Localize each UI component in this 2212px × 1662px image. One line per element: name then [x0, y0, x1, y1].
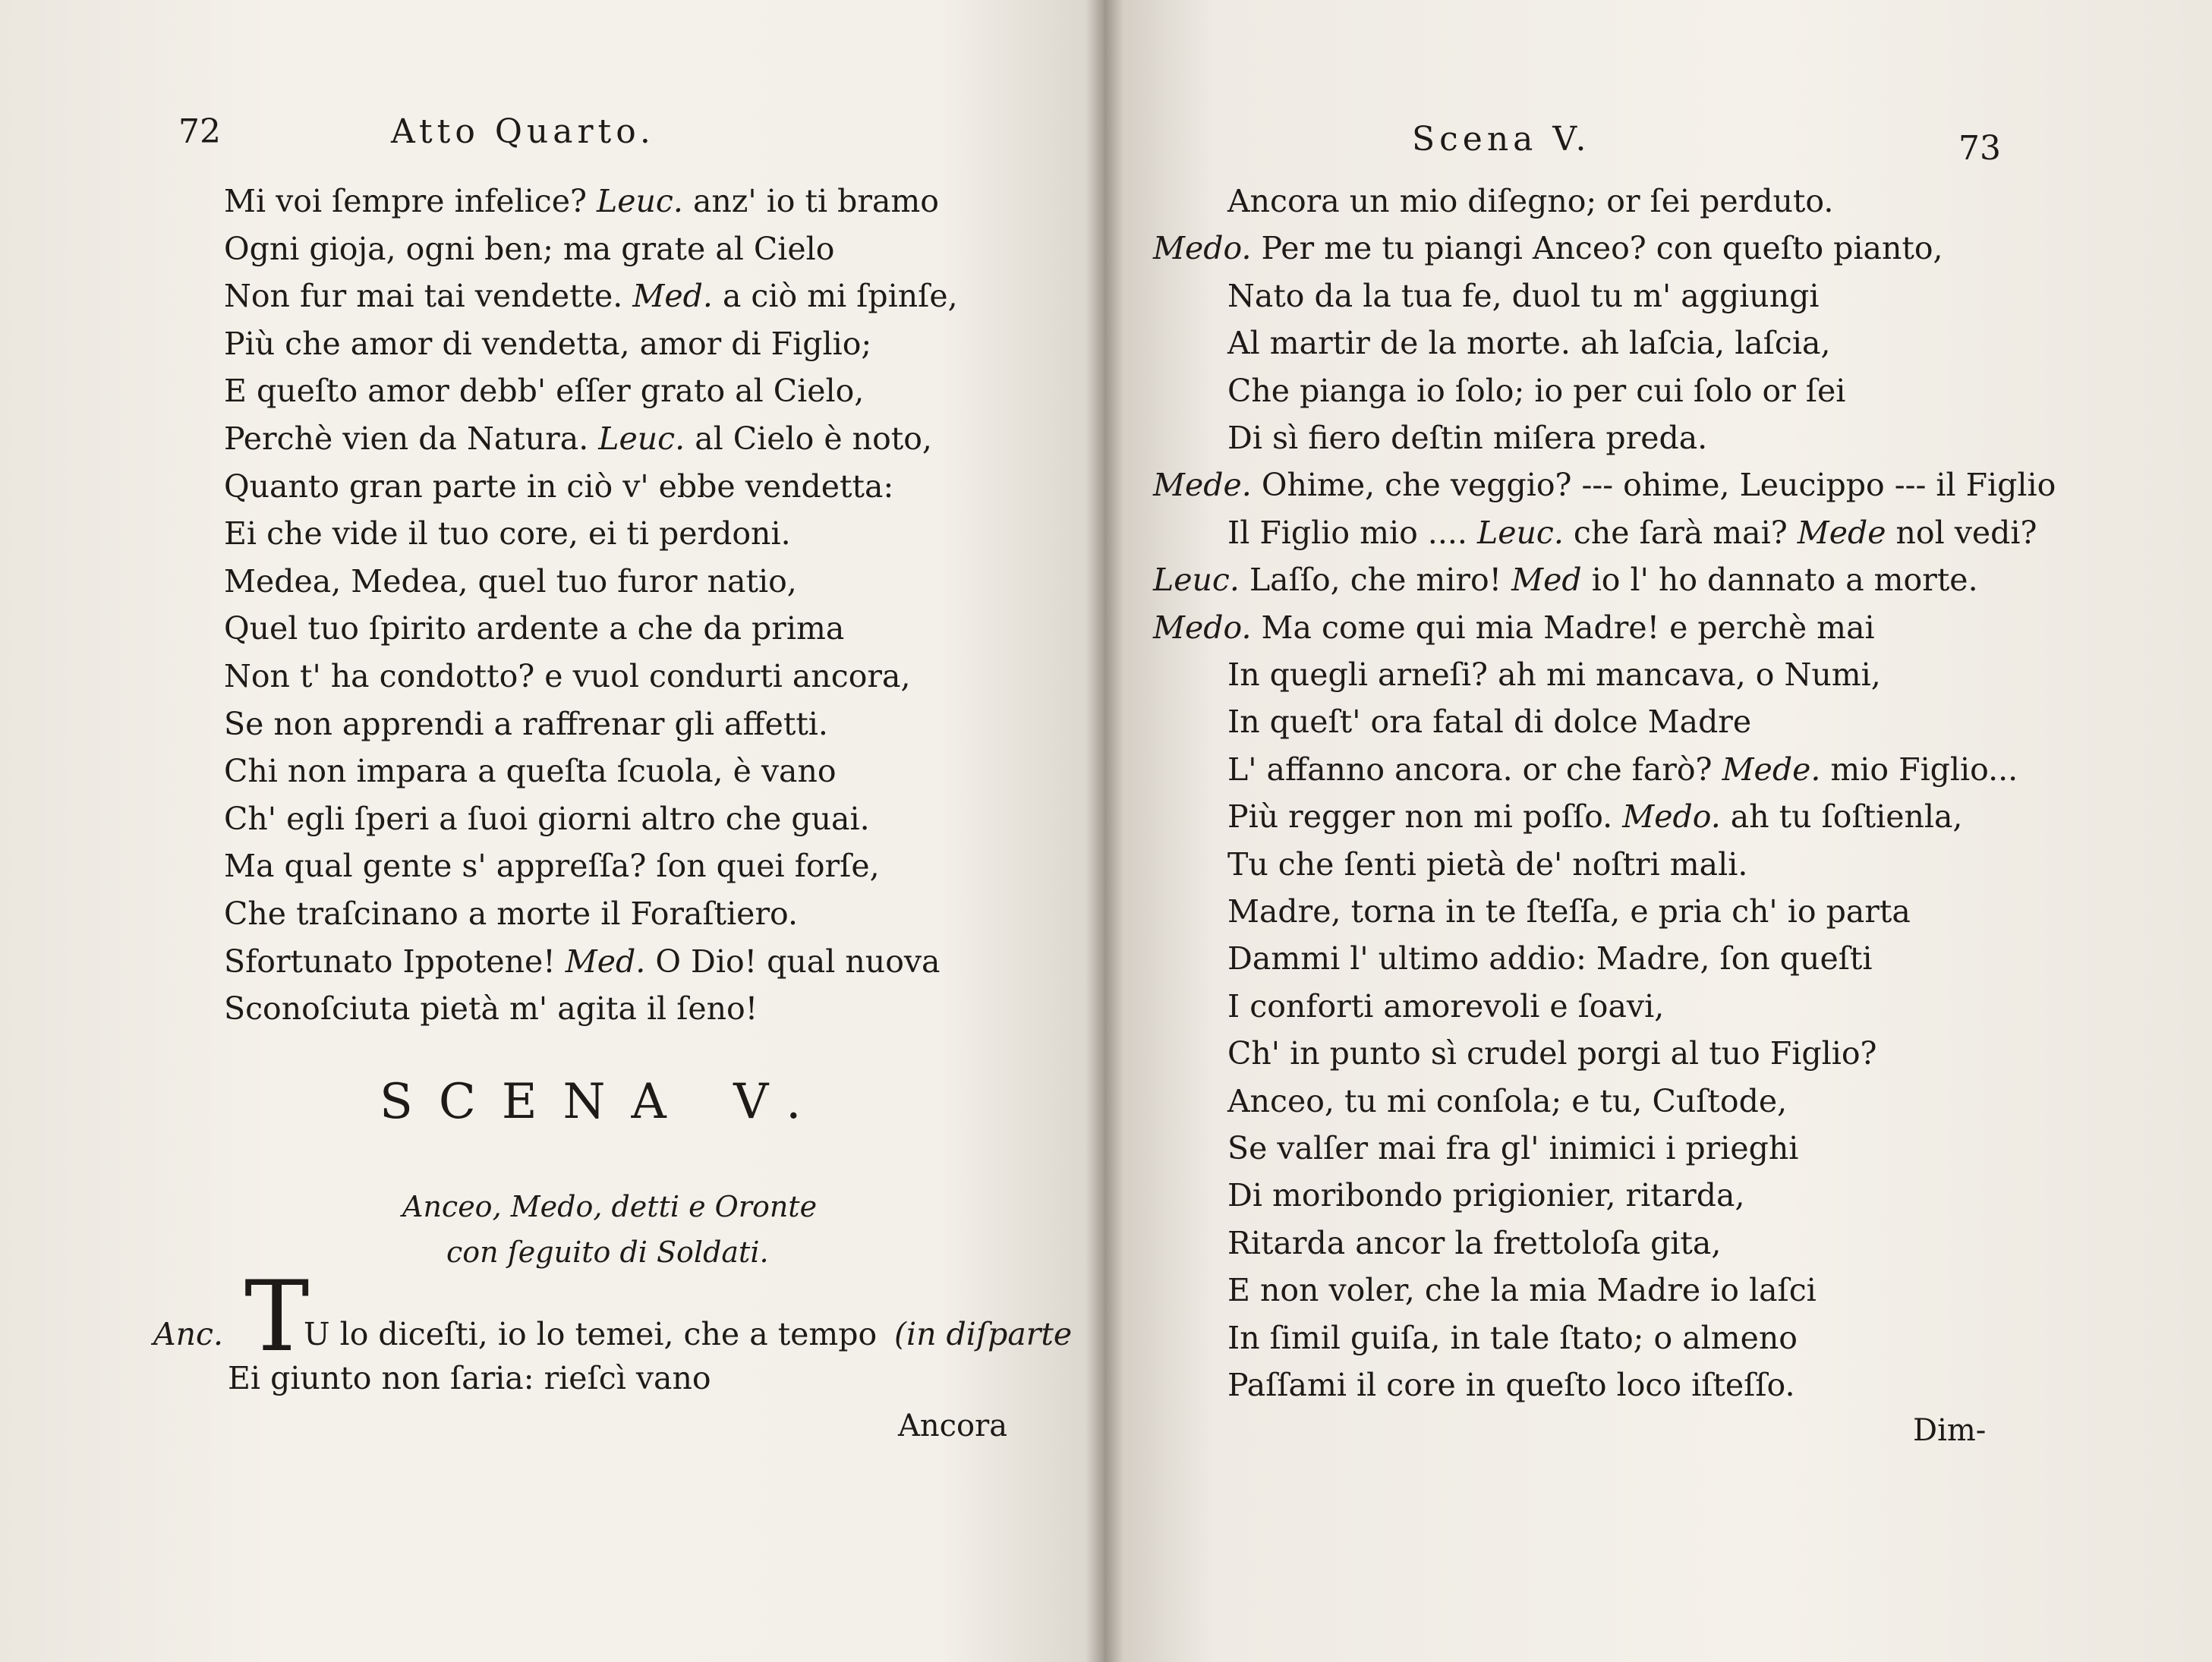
verse-line — [1227, 372, 1846, 409]
verse-text: Dammi l' ultimo addio: Madre, ſon queſti — [1227, 940, 1873, 977]
verse-line — [1227, 751, 2018, 788]
verse-line — [224, 848, 880, 885]
verse-text: Tu che ſenti pietà de' noſtri mali. — [1227, 845, 1748, 883]
speaker-label: Med. — [632, 278, 713, 315]
speaker-label: Leuc. — [1153, 562, 1240, 599]
drop-cap: T — [244, 1261, 310, 1374]
left-page — [0, 0, 1104, 1662]
verse-text: L' affanno ancora. or che farò? — [1227, 751, 1722, 788]
verse-text: Al martir de la morte. ah laſcia, laſcia, — [1227, 325, 1831, 362]
stage-direction: (in diſparte — [894, 1316, 1073, 1352]
speaker-label: Mede — [1797, 514, 1886, 551]
verse-text: Non fur mai tai vendette. — [224, 278, 633, 315]
book-gutter — [1086, 0, 1123, 1662]
speaker-label: Anc. — [153, 1316, 224, 1352]
verse-text: Non t' ha condotto? e vuol condurti ancora, — [224, 658, 911, 694]
verse-line — [224, 658, 911, 694]
verse-text: Laſſo, che miro! — [1239, 562, 1512, 599]
speaker-label: Mede. — [1153, 467, 1252, 504]
speaker-label: Medo. — [1622, 798, 1721, 836]
verse-text: O Dio! qual nuova — [645, 943, 941, 980]
verse-line — [1153, 230, 1943, 267]
speaker-label: Leuc. — [598, 420, 685, 457]
verse-line — [224, 278, 958, 315]
verse-text: Che traſcinano a morte il Foraſtiero. — [224, 896, 799, 932]
page-number: 72 — [178, 112, 221, 151]
verse-text: Nato da la tua fe, duol tu m' aggiungi — [1227, 277, 1820, 314]
verse-text: che ſarà mai? — [1563, 514, 1798, 551]
verse-line — [1227, 277, 1820, 314]
verse-line — [1153, 467, 2056, 504]
verse-line — [1153, 562, 1978, 599]
verse-text: anz' io ti bramo — [682, 183, 939, 219]
verse-text: Di moribondo prigionier, ritarda, — [1227, 1177, 1745, 1214]
speaker-label: Mede. — [1722, 751, 1821, 788]
verse-text: Ogni gioja, ogni ben; ma grate al Cielo — [224, 230, 835, 267]
verse-line — [224, 420, 932, 457]
verse-text: Ma qual gente s' appreſſa? ſon quei forſe, — [224, 848, 880, 885]
verse-text: E non voler, che la mia Madre io laſci — [1227, 1272, 1817, 1309]
verse-line — [1227, 1082, 1788, 1119]
verse-line — [224, 705, 828, 742]
verse-line — [1227, 1130, 1799, 1166]
verse-line — [224, 753, 837, 790]
verse-text: Se non apprendi a raffrenar gli affetti. — [224, 705, 828, 742]
verse-text: nol vedi? — [1886, 514, 2037, 551]
verse-line — [224, 896, 799, 932]
verse-line — [1227, 656, 1881, 693]
verse-text: Il Figlio mio .... — [1227, 514, 1477, 551]
verse-text: io l' ho dannato a morte. — [1581, 562, 1978, 599]
speaker-label: Medo. — [1153, 609, 1252, 646]
running-head: Atto Quarto. — [391, 112, 655, 151]
speaker-label: Medo. — [1153, 230, 1252, 267]
catchword: Dim- — [1913, 1413, 1987, 1448]
verse-line — [224, 562, 797, 600]
verse-line — [224, 183, 939, 219]
verse-text: Medea, Medea, quel tuo furor natio, — [224, 562, 797, 600]
catchword: Ancora — [898, 1409, 1008, 1443]
verse-line — [1227, 1224, 1722, 1261]
page-number: 73 — [1958, 129, 2001, 168]
verse-line — [1227, 325, 1831, 362]
verse-text: Perchè vien da Natura. — [224, 420, 599, 457]
verse-line-first: U lo diceſti, io lo temei, che a tempo — [304, 1316, 878, 1352]
verse-text: al Cielo è noto, — [685, 420, 932, 457]
verse-text: mio Figlio... — [1820, 751, 2018, 788]
verse-text: ah tu ſoſtienla, — [1720, 798, 1963, 836]
verse-line — [224, 230, 835, 267]
verse-text: a ciò mi ſpinſe, — [712, 278, 958, 315]
verse-line — [1227, 183, 1834, 219]
verse-line — [224, 943, 941, 980]
verse-line — [1227, 893, 1911, 930]
verse-text: In quegli arneſi? ah mi mancava, o Numi, — [1227, 656, 1881, 693]
verse-line — [224, 515, 791, 552]
verse-text: Più che amor di vendetta, amor di Figlio; — [224, 325, 872, 362]
verse-line — [224, 990, 758, 1028]
speaker-label: Med — [1511, 562, 1582, 599]
speaker-label: Leuc. — [597, 183, 683, 219]
verse-line — [224, 467, 894, 505]
speaker-label: Leuc. — [1476, 514, 1564, 551]
verse-text: In ſimil guiſa, in tale ſtato; o almeno — [1227, 1319, 1798, 1356]
verse-line — [1227, 987, 1665, 1025]
verse-line — [224, 610, 845, 647]
verse-text: Più regger non mi poſſo. — [1227, 798, 1623, 836]
verse-text: Ei che vide il tuo core, ei ti perdoni. — [224, 515, 791, 552]
verse-line — [1227, 798, 1963, 836]
verse-text: Se valſer mai fra gl' inimici i prieghi — [1227, 1130, 1799, 1166]
verse-text: Di sì fiero deſtin miſera preda. — [1227, 420, 1708, 456]
verse-text: Madre, torna in te ſteſſa, e pria ch' io parta — [1227, 893, 1911, 930]
verse-text: Quel tuo ſpirito ardente a che da prima — [224, 610, 845, 647]
verse-text: Ch' in punto sì crudel porgi al tuo Figlio? — [1227, 1035, 1877, 1072]
verse-text: Ma come qui mia Madre! e perchè mai — [1251, 609, 1875, 646]
verse-text: Ohime, che veggio? --- ohime, Leucippo --- il Figlio — [1251, 467, 2056, 504]
verse-line — [1227, 940, 1873, 977]
verse-line — [1227, 1272, 1817, 1309]
verse-line — [224, 373, 865, 410]
verse-text: In queſt' ora fatal di dolce Madre — [1227, 704, 1752, 741]
verse-line — [1153, 609, 1875, 646]
verse-text: I conforti amorevoli e ſoavi, — [1227, 987, 1665, 1025]
verse-text: Ch' egli ſperi a ſuoi giorni altro che guai. — [224, 800, 870, 837]
speaker-label: Med. — [565, 943, 646, 980]
cast-list-continued: con ſeguito di Soldati. — [446, 1235, 769, 1269]
verse-text: Mi voi ſempre infelice? — [224, 183, 597, 219]
verse-text: Paſſami il core in queſto loco iſteſſo. — [1227, 1367, 1795, 1403]
verse-text: Ritarda ancor la frettoloſa gita, — [1227, 1224, 1722, 1261]
verse-line — [1227, 1319, 1798, 1356]
verse-line — [1227, 1035, 1877, 1072]
verse-text: Per me tu piangi Anceo? con queſto pianto, — [1251, 230, 1943, 267]
verse-text: E queſto amor debb' eſſer grato al Cielo, — [224, 373, 865, 410]
verse-line — [224, 800, 870, 837]
verse-line — [1227, 514, 2037, 551]
scene-title: SCENA V. — [380, 1074, 827, 1130]
verse-line-second: Ei giunto non ſaria: rieſcì vano — [228, 1360, 711, 1396]
verse-text: Quanto gran parte in ciò v' ebbe vendetta: — [224, 467, 894, 505]
verse-text: Sfortunato Ippotene! — [224, 943, 566, 980]
verse-line — [1227, 1367, 1795, 1403]
verse-line — [1227, 1177, 1745, 1214]
verse-text: Sconoſciuta pietà m' agita il ſeno! — [224, 990, 758, 1028]
verse-text: Anceo, tu mi conſola; e tu, Cuſtode, — [1227, 1082, 1788, 1119]
verse-text: Che pianga io ſolo; io per cui ſolo or ſei — [1227, 372, 1846, 409]
verse-text: Chi non impara a queſta ſcuola, è vano — [224, 753, 837, 790]
running-head: Scena V. — [1412, 120, 1591, 159]
verse-line — [1227, 845, 1748, 883]
verse-line — [1227, 704, 1752, 741]
cast-list: Anceo, Medo, detti e Oronte — [402, 1190, 818, 1223]
verse-line — [1227, 420, 1708, 456]
verse-text: Ancora un mio diſegno; or ſei perduto. — [1227, 183, 1834, 219]
verse-line — [224, 325, 872, 362]
right-page — [1104, 0, 2212, 1662]
